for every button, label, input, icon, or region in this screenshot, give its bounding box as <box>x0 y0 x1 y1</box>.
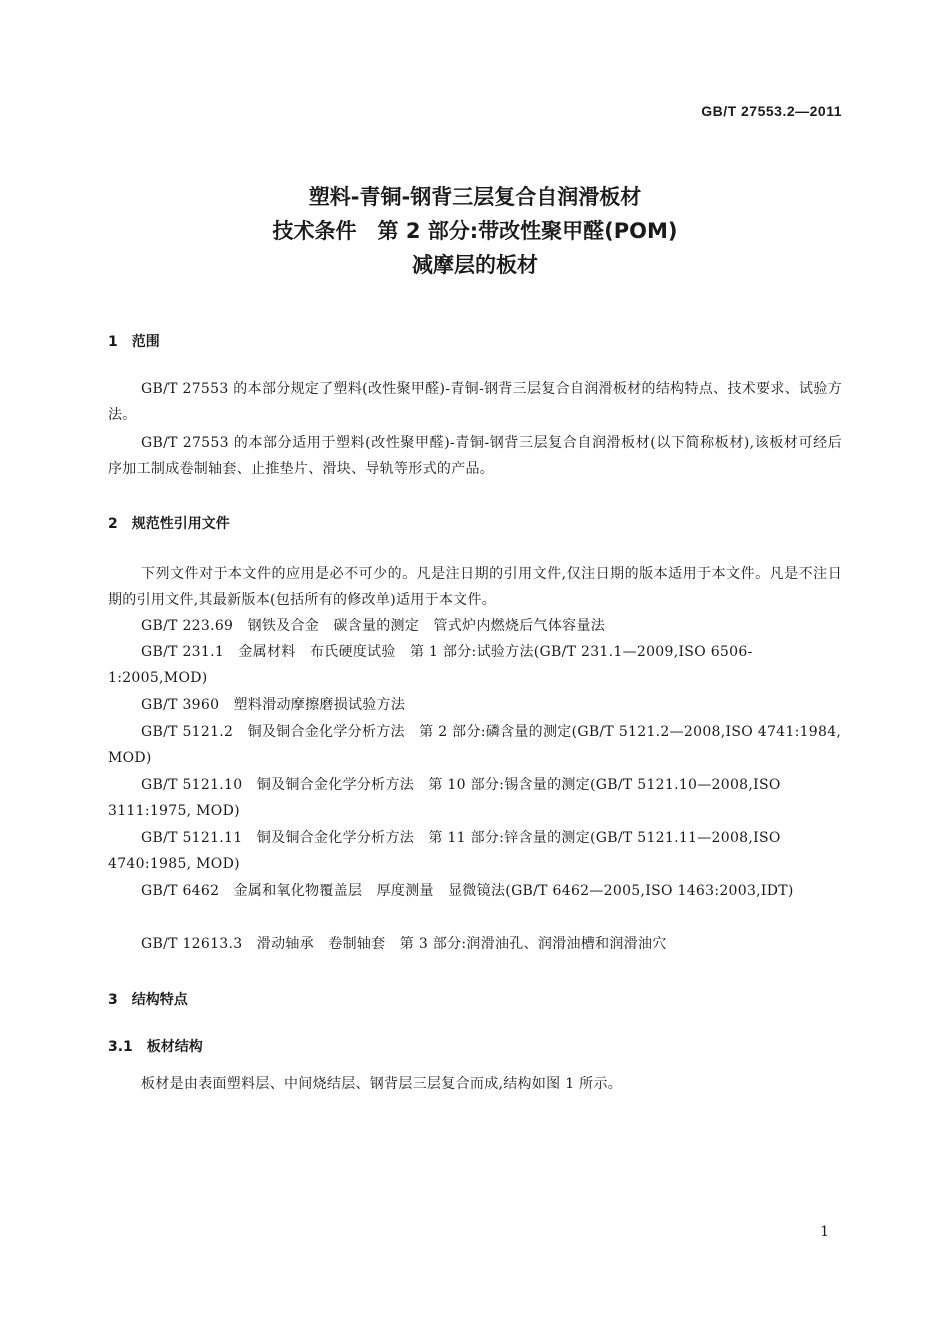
reference-item: GB/T 6462 金属和氧化物覆盖层 厚度测量 显微镜法(GB/T 6462—2005,ISO 1463:2003,IDT) <box>141 883 794 899</box>
section-3-1-paragraph-1: 板材是由表面塑料层、中间烧结层、钢背层三层复合而成,结构如图 1 所示。 <box>141 1076 623 1092</box>
page-number: 1 <box>820 1224 829 1240</box>
section-2-heading: 2 规范性引用文件 <box>108 516 230 532</box>
section-1-paragraph-1: GB/T 27553 的本部分规定了塑料(改性聚甲醛)-青铜-钢背三层复合自润滑板材的结构特点、技术要求、试验方法。 <box>108 381 842 423</box>
reference-item: GB/T 5121.2 铜及铜合金化学分析方法 第 2 部分:磷含量的测定(GB/T 5121.2—2008,ISO 4741:1984, MOD) <box>108 724 846 766</box>
standard-number: GB/T 27553.2—2011 <box>701 103 842 119</box>
reference-item: GB/T 231.1 金属材料 布氏硬度试验 第 1 部分:试验方法(GB/T 231.1—2009,ISO 6506-1:2005,MOD) <box>108 644 753 686</box>
document-title <box>0 180 950 282</box>
title-line-1: 塑料-青铜-钢背三层复合自润滑板材 <box>308 185 642 209</box>
reference-item: GB/T 5121.10 铜及铜合金化学分析方法 第 10 部分:锡含量的测定(GB/T 5121.10—2008,ISO 3111:1975, MOD) <box>108 777 786 819</box>
reference-item: GB/T 223.69 钢铁及合金 碳含量的测定 管式炉内燃烧后气体容量法 <box>141 618 606 634</box>
section-1-heading: 1 范围 <box>108 334 160 350</box>
section-3-1-heading: 3.1 板材结构 <box>108 1039 203 1055</box>
reference-item: GB/T 12613.3 滑动轴承 卷制轴套 第 3 部分:润滑油孔、润滑油槽和润滑油穴 <box>141 936 667 952</box>
reference-item: GB/T 3960 塑料滑动摩擦磨损试验方法 <box>141 697 406 713</box>
reference-item: GB/T 5121.11 铜及铜合金化学分析方法 第 11 部分:锌含量的测定(GB/T 5121.11—2008,ISO 4740:1985, MOD) <box>108 830 786 872</box>
section-3-heading: 3 结构特点 <box>108 992 188 1008</box>
title-line-3: 减摩层的板材 <box>412 253 538 277</box>
title-line-2: 技术条件 第 2 部分:带改性聚甲醛(POM) <box>272 219 678 243</box>
section-2-paragraph-1: 下列文件对于本文件的应用是必不可少的。凡是注日期的引用文件,仅注日期的版本适用于本文件。凡是不注日期的引用文件,其最新版本(包括所有的修改单)适用于本文件。 <box>108 566 842 608</box>
section-1-paragraph-2: GB/T 27553 的本部分适用于塑料(改性聚甲醛)-青铜-钢背三层复合自润滑板材(以下简称板材),该板材可经后序加工制成卷制轴套、止推垫片、滑块、导轨等形式的产品。 <box>108 435 842 477</box>
